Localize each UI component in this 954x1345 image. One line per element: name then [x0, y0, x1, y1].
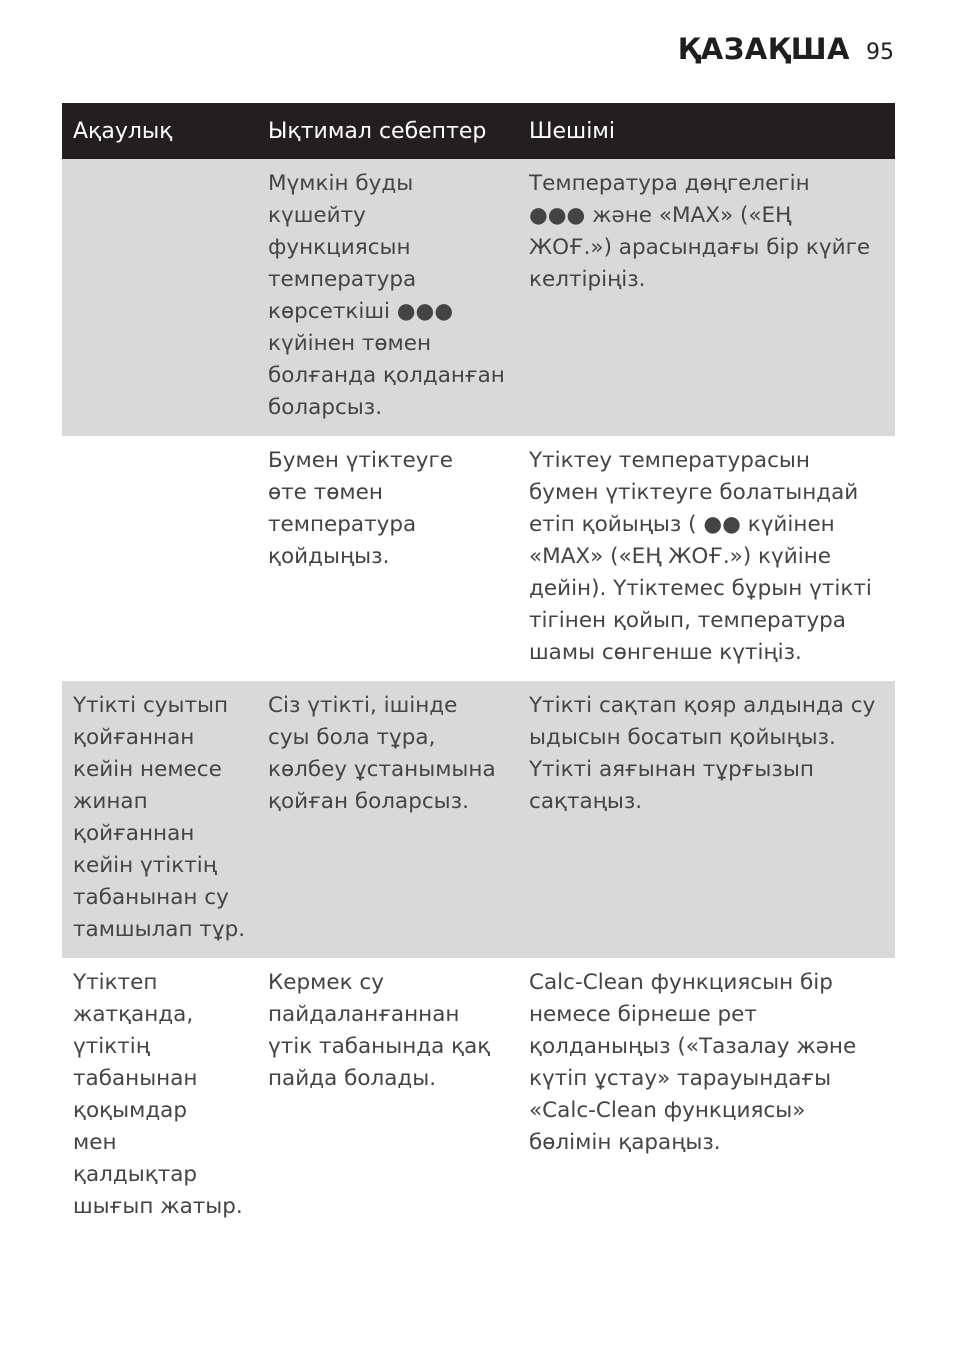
problem-cell: Үтіктеп жатқанда, үтіктің табанынан қоқымдар мен қалдықтар шығып жатыр.	[73, 970, 243, 1219]
solution-cell: Үтіктеу температурасын бумен үтіктеуге болатындай етіп қойыңыз ( ●● күйінен «MAX» («ЕҢ ЖОҒ.») күйіне дейін). Үтіктемес бұрын үтікті тігінен қойып, температура шамы сөнгенше күтіңіз.	[529, 448, 872, 665]
problem-cell: Үтікті суытып қойғаннан кейін немесе жинап қойғаннан кейін үтіктің табанынан су тамшылап тұр.	[62, 681, 257, 958]
cause-cell: Мүмкін буды күшейту функциясын температура көрсеткіші ●●● күйінен төмен болғанда қолданған боларсыз.	[257, 159, 518, 436]
troubleshooting-table	[62, 103, 895, 1235]
table-row	[62, 681, 895, 958]
page-header	[678, 32, 894, 66]
cause-cell: Сіз үтікті, ішінде суы бола тұра, көлбеу ұстанымына қойған боларсыз.	[257, 681, 518, 958]
column-header-problem: Ақаулық	[62, 103, 257, 159]
table-row	[62, 159, 895, 436]
table-row	[62, 436, 895, 681]
solution-cell: Calc-Clean функциясын бір немесе бірнеше рет қолданыңыз («Тазалау және күтіп ұстау» тарауындағы «Calc-Clean функциясы» бөлімін қараңыз.	[529, 970, 857, 1155]
problem-cell	[62, 436, 257, 681]
table-header-row	[62, 103, 895, 159]
column-header-solution: Шешімі	[518, 103, 895, 159]
solution-cell: Үтікті сақтап қояр алдында су ыдысын босатып қойыңыз. Үтікті аяғынан тұрғызып сақтаңыз.	[518, 681, 895, 958]
column-header-cause: Ықтимал себептер	[257, 103, 518, 159]
table-row	[62, 958, 895, 1235]
cause-cell: Бумен үтіктеуге өте төмен температура қойдыңыз.	[268, 448, 454, 569]
section-title: ҚАЗАҚША	[677, 32, 850, 66]
cause-cell: Кермек су пайдаланғаннан үтік табанында қақ пайда болады.	[268, 970, 491, 1091]
solution-cell: Температура дөңгелегін ●●● және «MAX» («ЕҢ ЖОҒ.») арасындағы бір күйге келтіріңіз.	[518, 159, 895, 436]
problem-cell	[62, 159, 257, 436]
page-number: 95	[866, 40, 894, 65]
